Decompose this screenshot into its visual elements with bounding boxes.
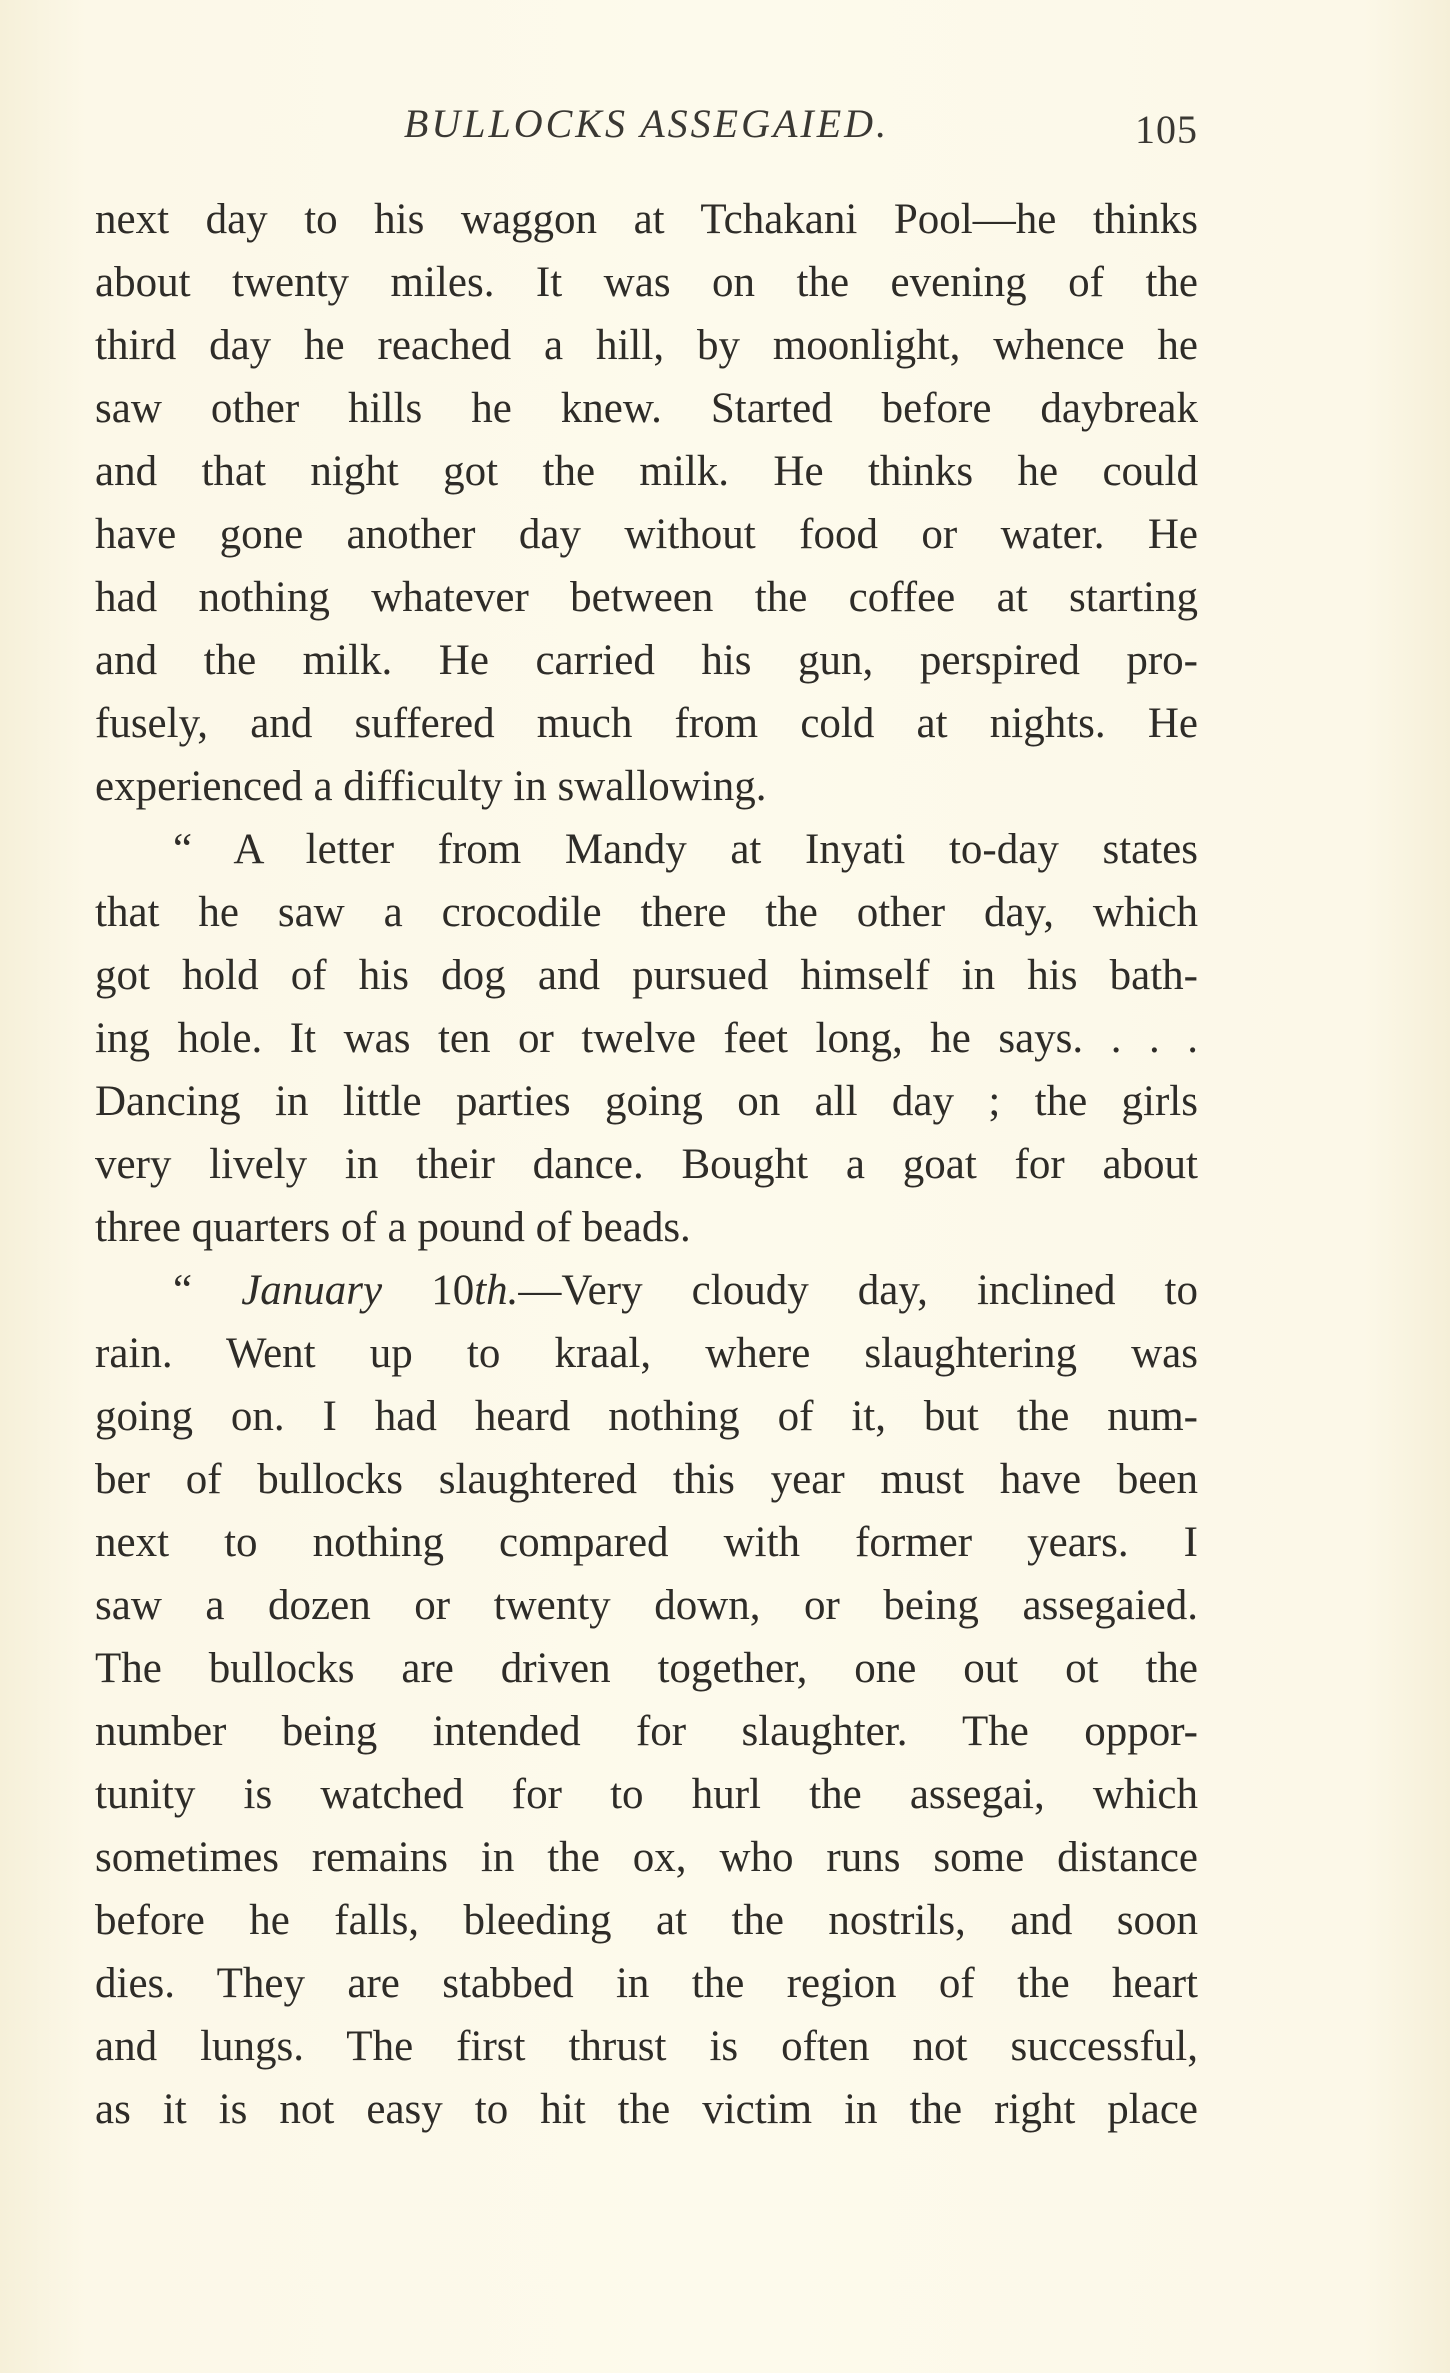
body-text (95, 188, 1198, 2141)
text-line: three quarters of a pound of beads. (95, 1204, 691, 1251)
date-suffix: th. (474, 1267, 519, 1314)
text-line: going on. I had heard nothing of it, but the num- (95, 1393, 1198, 1440)
text-line: that he saw a crocodile there the other day, which (95, 889, 1198, 936)
text-line: dies. They are stabbed in the region of the heart (95, 1960, 1198, 2007)
text-line: had nothing whatever between the coffee at starting (95, 574, 1198, 621)
text-line: next day to his waggon at Tchakani Pool—he thinks (95, 196, 1198, 243)
text-line: sometimes remains in the ox, who runs some distance (95, 1834, 1198, 1881)
text-line: third day he reached a hill, by moonlight, whence he (95, 322, 1198, 369)
text-line: experienced a difficulty in swallowing. (95, 763, 767, 810)
text-line: about twenty miles. It was on the evening of the (95, 259, 1198, 306)
open-quote: “ (173, 1267, 242, 1314)
text-line: and the milk. He carried his gun, perspired pro- (95, 637, 1198, 684)
text-line: got hold of his dog and pursued himself in his bath- (95, 952, 1198, 999)
entry-text: —Very cloudy day, inclined to (518, 1267, 1198, 1314)
text-line: and lungs. The first thrust is often not successful, (95, 2023, 1198, 2070)
text-line: Dancing in little parties going on all day ; the girls (95, 1078, 1198, 1125)
text-line: have gone another day without food or water. He (95, 511, 1198, 558)
page-number: 105 (1135, 107, 1198, 152)
text-line: tunity is watched for to hurl the assegai, which (95, 1771, 1198, 1818)
date-day: 10 (431, 1267, 475, 1314)
text-line: saw a dozen or twenty down, or being assegaied. (95, 1582, 1198, 1629)
date-space (382, 1267, 431, 1314)
text-line: fusely, and suffered much from cold at nights. He (95, 700, 1198, 747)
running-head (95, 100, 1198, 160)
text-line: next to nothing compared with former years. I (95, 1519, 1198, 1566)
text-line: number being intended for slaughter. The oppor- (95, 1708, 1198, 1755)
diary-entry-line (95, 1259, 1198, 1322)
text-line: and that night got the milk. He thinks he could (95, 448, 1198, 495)
text-line: The bullocks are driven together, one out ot the (95, 1645, 1198, 1692)
text-line: very lively in their dance. Bought a goat for about (95, 1141, 1198, 1188)
text-line: as it is not easy to hit the victim in the right place (95, 2086, 1198, 2133)
text-line: rain. Went up to kraal, where slaughtering was (95, 1330, 1198, 1377)
date-month: January (241, 1267, 383, 1314)
text-line: saw other hills he knew. Started before daybreak (95, 385, 1198, 432)
text-line: “ A letter from Mandy at Inyati to-day states (173, 826, 1198, 873)
text-line: ing hole. It was ten or twelve feet long, he says. . . . (95, 1015, 1198, 1062)
running-title: BULLOCKS ASSEGAIED. (403, 101, 890, 146)
text-line: before he falls, bleeding at the nostrils, and soon (95, 1897, 1198, 1944)
text-line: ber of bullocks slaughtered this year must have been (95, 1456, 1198, 1503)
